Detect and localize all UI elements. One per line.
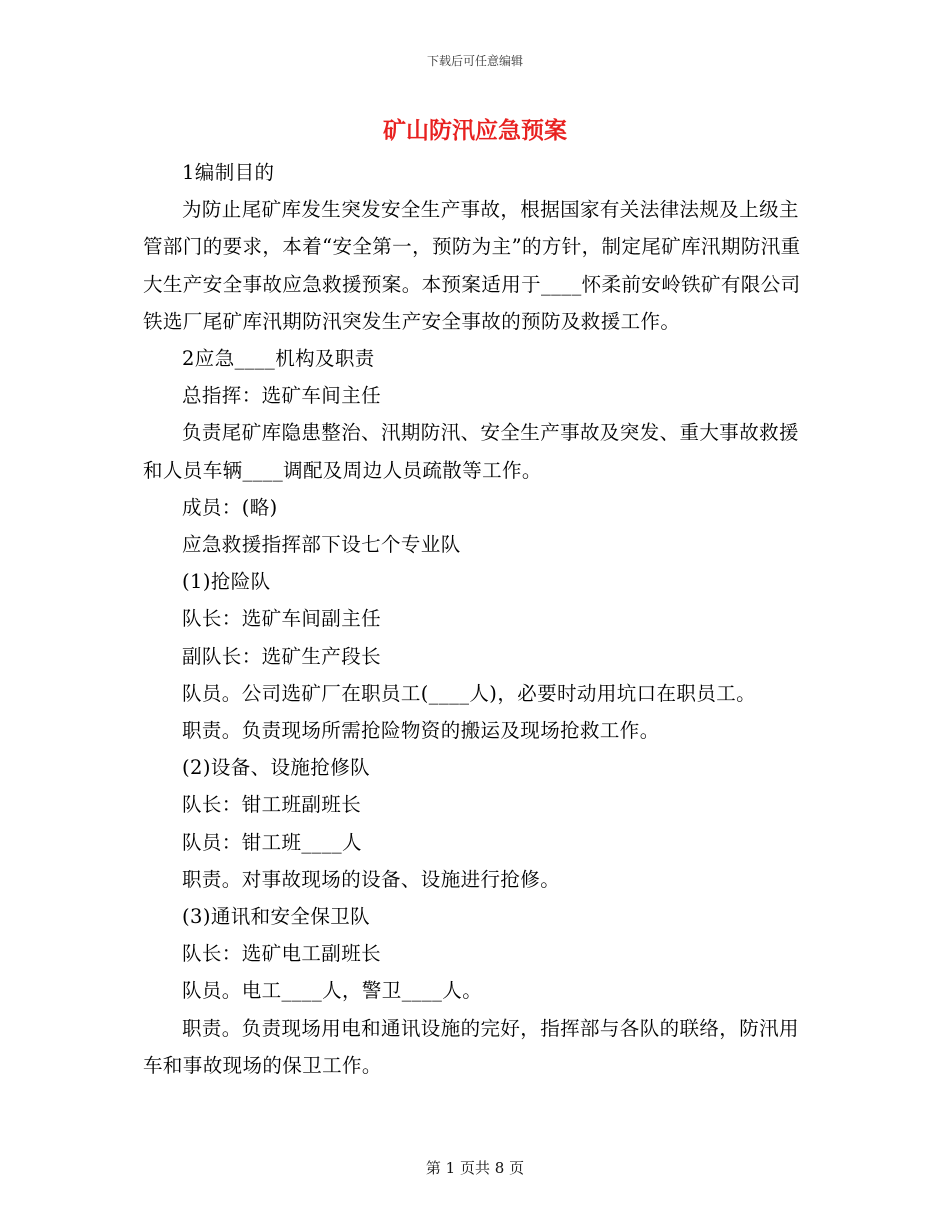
team-heading: (1)抢险队	[182, 570, 271, 594]
body-paragraph: 总指挥：选矿车间主任	[182, 384, 382, 408]
body-paragraph: 职责。对事故现场的设备、设施进行抢修。	[182, 867, 561, 891]
body-paragraph: 队长：选矿电工副班长	[182, 942, 382, 966]
body-paragraph: 副队长：选矿生产段长	[182, 644, 382, 668]
body-paragraph: 队员。电工____人，警卫____人。	[182, 979, 483, 1003]
section-heading: 2应急____机构及职责	[182, 347, 375, 371]
body-paragraph: 队长：选矿车间副主任	[182, 607, 382, 631]
body-paragraph: 成员：(略)	[182, 495, 278, 519]
body-paragraph: 负责尾矿库隐患整治、汛期防汛、安全生产事故及突发、重大事故救援和人员车辆____调配及周边人员疏散等工作。	[143, 421, 799, 482]
team-heading: (3)通讯和安全保卫队	[182, 905, 371, 929]
body-paragraph: 职责。负责现场用电和通讯设施的完好，指挥部与各队的联络，防汛用车和事故现场的保卫工作。	[143, 1016, 799, 1077]
page-header-note: 下载后可任意编辑	[426, 54, 523, 68]
body-paragraph: 队员。公司选矿厂在职员工(____人)，必要时动用坑口在职员工。	[182, 681, 757, 705]
body-paragraph: 队员：钳工班____人	[182, 830, 362, 854]
team-heading: (2)设备、设施抢修队	[182, 756, 371, 780]
body-paragraph: 职责。负责现场所需抢险物资的搬运及现场抢救工作。	[182, 719, 660, 743]
document-title: 矿山防汛应急预案	[383, 118, 567, 144]
section-heading: 1编制目的	[182, 161, 275, 184]
body-paragraph: 队长：钳工班副班长	[182, 793, 362, 817]
body-paragraph: 为防止尾矿库发生突发安全生产事故，根据国家有关法律法规及上级主管部门的要求，本着“安全第一，预防为主”的方针，制定尾矿库汛期防汛重大生产安全事故应急救援预案。本预案适用于____怀柔前安岭铁矿有限公司铁选厂尾矿库汛期防汛突发生产安全事故的预防及救援工作。	[143, 198, 801, 333]
body-paragraph: 应急救援指挥部下设七个专业队	[182, 533, 461, 557]
page-number: 第 1 页共 8 页	[425, 1159, 525, 1177]
document-body	[143, 154, 813, 1084]
